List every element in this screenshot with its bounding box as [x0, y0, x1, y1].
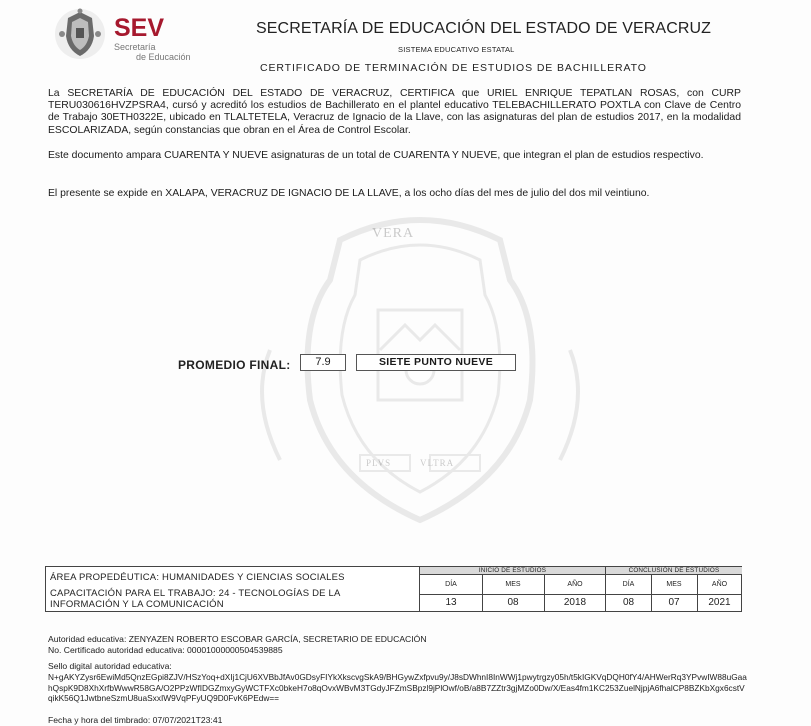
inicio-dia-value: 13: [445, 597, 457, 608]
conclusion-anio-value: 2021: [708, 597, 731, 608]
watermark-vltra-text: VLTRA: [420, 458, 455, 468]
conclusion-mes-header: MES: [651, 575, 697, 595]
conclusion-estudios-group: [606, 567, 742, 611]
certification-paragraph: La SECRETARÍA DE EDUCACIÓN DEL ESTADO DE VERACRUZ, CERTIFICA que URIEL ENRIQUE TEPATLAN ROSAS, con CURP TERU030616HVZPSRA4, cursó y acreditó los estudios de Bachillerato en el plantel educativo TELEBACHILLERATO POXTLA con Clave de Centro de Trabajo 30ETH0322E, ubicado en TLALTETELA, Veracruz de Ignacio de la Llave, con las asignaturas del plan de estudios 2017, en la modalidad ESCOLARIZADA, según constancias que obran en el Área de Control Escolar.: [48, 88, 741, 136]
watermark-vera-text: VERA: [372, 226, 415, 241]
sev-logo-subtitle-1: Secretaría: [114, 42, 156, 52]
certificate-title: CERTIFICADO DE TERMINACIÓN DE ESTUDIOS DE BACHILLERATO: [260, 62, 647, 74]
studies-table: [45, 566, 742, 612]
area-propedeutica: ÁREA PROPEDÉUTICA: HUMANIDADES Y CIENCIAS SOCIALES: [50, 572, 345, 583]
inicio-dia-header: DÍA: [420, 575, 482, 595]
watermark-plvs-text: PLVS: [366, 458, 392, 468]
authority-name: Autoridad educativa: ZENYAZEN ROBERTO ESCOBAR GARCÍA, SECRETARIO DE EDUCACIÓN: [48, 634, 427, 644]
inicio-mes-value: 08: [507, 597, 519, 608]
authority-certificate-number: No. Certificado autoridad educativa: 00001000000504539885: [48, 645, 283, 655]
conclusion-anio-header: AÑO: [697, 575, 742, 595]
inicio-anio-header: AÑO: [544, 575, 606, 595]
final-average-value: 7.9: [300, 354, 346, 371]
stamp-timestamp: Fecha y hora del timbrado: 07/07/2021T23:41: [48, 715, 223, 725]
final-average-text: SIETE PUNTO NUEVE: [356, 354, 516, 371]
inicio-estudios-header: INICIO DE ESTUDIOS: [420, 567, 605, 575]
digital-seal-label: Sello digital autoridad educativa:: [48, 661, 172, 671]
conclusion-mes-value: 07: [668, 597, 680, 608]
veracruz-seal-icon: [52, 6, 108, 62]
sev-logo-text: SEV: [114, 14, 165, 42]
subjects-paragraph: Este documento ampara CUARENTA Y NUEVE asignaturas de un total de CUARENTA Y NUEVE, que integran el plan de estudios respectivo.: [48, 150, 704, 161]
inicio-anio-value: 2018: [563, 597, 587, 608]
document-subtitle: SISTEMA EDUCATIVO ESTATAL: [398, 45, 515, 54]
inicio-mes-header: MES: [482, 575, 544, 595]
inicio-estudios-group: [420, 567, 606, 611]
conclusion-dia-header: DÍA: [606, 575, 651, 595]
digital-seal-value: N+gAKYZysr6EwiMd5QnzEGpi8ZJV/HSzYoq+dXIj1CjU6XVBbJfAv0GDsyFIYkXkscvgSkA9/BHGywZxfpvu9y/J8sDWhnI8InWWj1pwytrgzy05h/t5kIGKVqDQH0fY4/AHWerRq3YPvwIW88uGaahQspK9D8XhXrfbWwwR58GA/O2PPzWfIDGZmxyGyWCTFXc0bkeH7o8qOvxWBvM3TGdyJFZmSBpzl9jPlOwf/oB/a8B7ZZtr3gjMZo0Dw/X/Eas4fm1KC253ZuelNjpjA6fhalCP8BZKbXgx6cstVqikK56Q1JwtbneSzmU8uaSxxIW9VqPFyUQ9D0FvK6PEdw==: [48, 672, 747, 704]
conclusion-estudios-header: CONCLUSIÓN DE ESTUDIOS: [606, 567, 742, 575]
sev-logo-subtitle-2: de Educación: [136, 52, 191, 62]
document-title: SECRETARÍA DE EDUCACIÓN DEL ESTADO DE VERACRUZ: [256, 20, 712, 37]
capacitacion-line-2: INFORMACIÓN Y LA COMUNICACIÓN: [50, 599, 224, 610]
issuance-paragraph: El presente se expide en XALAPA, VERACRUZ DE IGNACIO DE LA LLAVE, a los ocho días del mes de julio del dos mil veintiuno.: [48, 188, 650, 199]
final-average-label: PROMEDIO FINAL:: [178, 358, 291, 372]
capacitacion-line-1: CAPACITACIÓN PARA EL TRABAJO: 24 - TECNOLOGÍAS DE LA: [50, 588, 341, 599]
conclusion-dia-value: 08: [622, 597, 635, 608]
studies-area-cell: [46, 567, 420, 611]
